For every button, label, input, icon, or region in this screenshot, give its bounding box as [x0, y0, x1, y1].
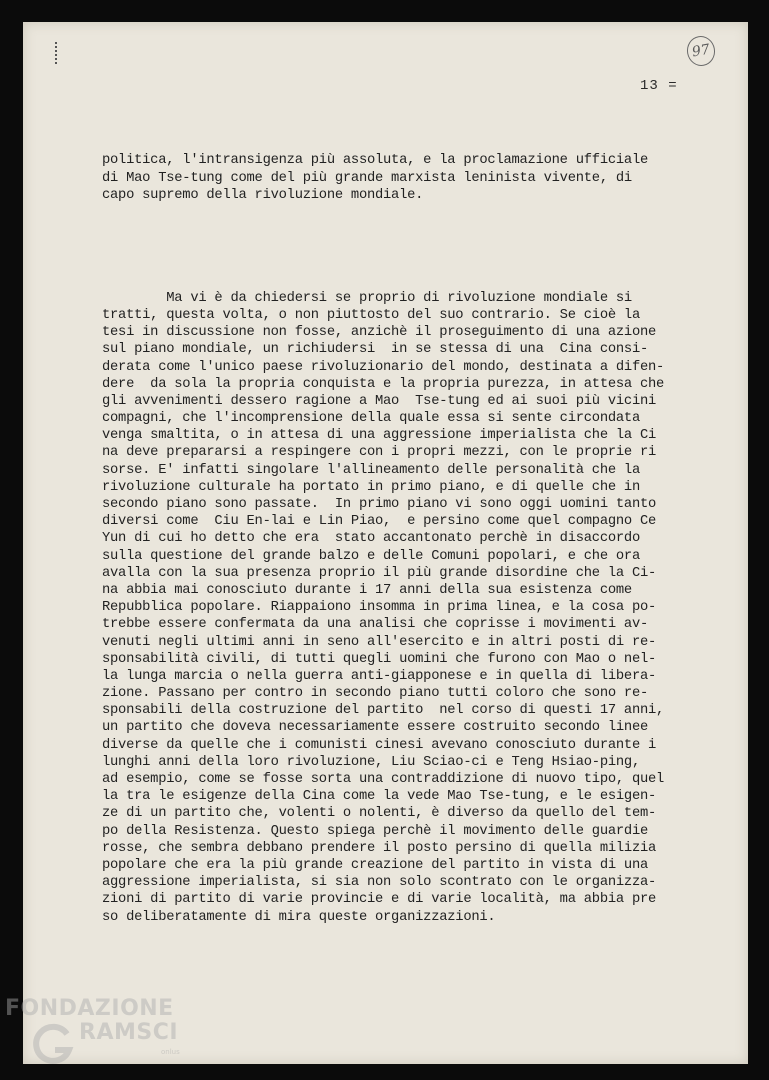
- watermark-line-1: FONDAZIONE: [5, 996, 174, 1021]
- text-line: di Mao Tse-tung come del più grande marxista leninista vivente, di: [102, 170, 632, 186]
- text-line: trebbe essere confermata da una analisi che coprisse i movimenti av-: [102, 617, 649, 633]
- text-line: avalla con la sua presenza proprio il più grande disordine che la Ci-: [102, 565, 657, 581]
- text-line: na deve prepararsi a respingere con i propri mezzi, con le proprie ri: [102, 445, 657, 461]
- archive-page-stamp: 97: [685, 34, 718, 68]
- paragraph-1: [102, 152, 722, 204]
- text-line: na abbia mai conosciuto durante i 17 anni della sua esistenza come: [102, 582, 632, 598]
- document-page: [23, 22, 748, 1064]
- margin-mark: [55, 42, 60, 64]
- text-line: un partito che doveva necessariamente essere costruito secondo linee: [102, 720, 649, 736]
- text-line: capo supremo della rivoluzione mondiale.: [102, 187, 424, 203]
- text-line: derata come l'unico paese rivoluzionario del mondo, destinata a difen-: [102, 359, 665, 375]
- text-line: rivoluzione culturale ha portato in primo piano, e di quelle che in: [102, 479, 640, 495]
- text-line: tratti, questa volta, o non piuttosto del suo contrario. Se cioè la: [102, 307, 640, 323]
- text-line: diversi come Ciu En-lai e Lin Piao, e persino come quel compagno Ce: [102, 514, 657, 530]
- text-line: venga smaltita, o in attesa di una aggressione imperialista che la Ci: [102, 428, 657, 444]
- text-line: sulla questione del grande balzo e delle Comuni popolari, e che ora: [102, 548, 640, 564]
- text-line: popolare che era la più grande creazione del partito in vista di una: [102, 857, 649, 873]
- text-line: aggressione imperialista, si sia non solo scontrato con le organizza-: [102, 875, 657, 891]
- text-line: ad esempio, come se fosse sorta una contraddizione di nuovo tipo, quel: [102, 772, 665, 788]
- typewritten-text: [102, 118, 722, 960]
- text-line: Repubblica popolare. Riappaiono insomma in prima linea, e la cosa po-: [102, 600, 657, 616]
- text-line: po della Resistenza. Questo spiega perchè il movimento delle guardie: [102, 823, 649, 839]
- text-line: so deliberatamente di mira queste organizzazioni.: [102, 909, 496, 925]
- text-line: Yun di cui ho detto che era stato accantonato perchè in disaccordo: [102, 531, 640, 547]
- text-line: diverse da quelle che i comunisti cinesi avevano conosciuto durante i: [102, 737, 657, 753]
- text-line: lunghi anni della loro rivoluzione, Liu Sciao-ci e Teng Hsiao-ping,: [102, 754, 640, 770]
- text-line: politica, l'intransigenza più assoluta, e la proclamazione ufficiale: [102, 153, 649, 169]
- text-line: sorse. E' infatti singolare l'allineamento delle personalità che la: [102, 462, 640, 478]
- text-line: la lunga marcia o nella guerra anti-giapponese e in quella di libera-: [102, 668, 657, 684]
- text-line: rosse, che sembra debbano prendere il posto persino di quella milizia: [102, 840, 657, 856]
- text-line: compagni, che l'incomprensione della quale essa si sente circondata: [102, 411, 640, 427]
- text-line: ze di un partito che, volenti o nolenti, è diverso da quello del tem-: [102, 806, 657, 822]
- text-line: la tra le esigenze della Cina come la vede Mao Tse-tung, e le esigen-: [102, 789, 657, 805]
- text-line: secondo piano sono passate. In primo piano vi sono oggi uomini tanto: [102, 497, 657, 513]
- text-line: venuti negli ultimi anni in seno all'esercito e in altri posti di re-: [102, 634, 657, 650]
- paragraph-2: [102, 290, 722, 926]
- watermark-sub: onlus: [161, 1048, 180, 1056]
- watermark-line-2: RAMSCI: [79, 1020, 179, 1045]
- text-line: sponsabilità civili, di tutti quegli uomini che furono con Mao o nel-: [102, 651, 657, 667]
- text-line: zioni di partito di varie provincie e di varie località, ma abbia pre: [102, 892, 657, 908]
- text-line: Ma vi è da chiedersi se proprio di rivoluzione mondiale si: [102, 290, 632, 306]
- text-line: sul piano mondiale, un richiudersi in se stessa di una Cina consi-: [102, 342, 649, 358]
- page-number: 13 =: [640, 78, 678, 94]
- text-line: sponsabili della costruzione del partito nel corso di questi 17 anni,: [102, 703, 665, 719]
- text-line: gli avvenimenti dessero ragione a Mao Tse-tung ed ai suoi più vicini: [102, 393, 657, 409]
- text-line: dere da sola la propria conquista e la propria purezza, in attesa che: [102, 376, 665, 392]
- paragraph-gap: [102, 238, 722, 255]
- text-line: zione. Passano per contro in secondo piano tutti coloro che sono re-: [102, 686, 649, 702]
- text-line: tesi in discussione non fosse, anzichè il proseguimento di una azione: [102, 325, 657, 341]
